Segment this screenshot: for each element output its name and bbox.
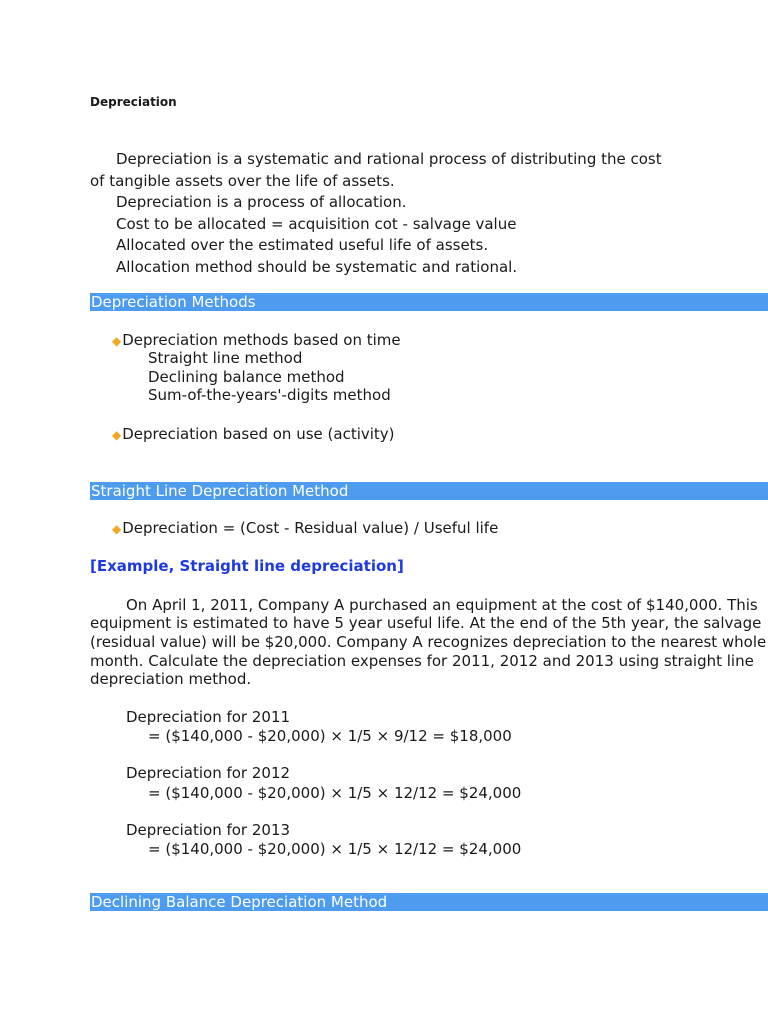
- section-heading-methods: [90, 293, 768, 311]
- section-heading-straight-line: [90, 482, 768, 500]
- intro-line: Cost to be allocated = acquisition cot - salvage value: [116, 215, 517, 233]
- example-line: (residual value) will be $20,000. Company A recognizes depreciation to the nearest whole: [90, 633, 767, 651]
- diamond-bullet-icon: ◆: [112, 522, 122, 536]
- calc-formula: = ($140,000 - $20,000) × 1/5 × 12/12 = $24,000: [148, 840, 522, 858]
- example-line: equipment is estimated to have 5 year useful life. At the end of the 5th year, the salvage: [90, 614, 762, 632]
- example-line: month. Calculate the depreciation expenses for 2011, 2012 and 2013 using straight line: [90, 652, 754, 670]
- section-heading-declining-balance: [90, 893, 768, 911]
- sub-list-item: Declining balance method: [148, 368, 345, 386]
- calc-formula: = ($140,000 - $20,000) × 1/5 × 12/12 = $24,000: [148, 784, 522, 802]
- example-line: On April 1, 2011, Company A purchased an equipment at the cost of $140,000. This: [126, 596, 758, 614]
- list-item-text: Depreciation methods based on time: [122, 331, 401, 349]
- intro-line: Depreciation is a systematic and rational process of distributing the cost: [116, 150, 662, 168]
- sub-list-item: Sum-of-the-years'-digits method: [148, 386, 391, 404]
- formula-text: Depreciation = (Cost - Residual value) / Useful life: [122, 519, 499, 537]
- list-item: [112, 331, 401, 350]
- calc-label: Depreciation for 2013: [126, 821, 291, 839]
- calc-label: Depreciation for 2012: [126, 764, 291, 782]
- list-item: [112, 425, 395, 444]
- diamond-bullet-icon: ◆: [112, 428, 122, 442]
- intro-line: of tangible assets over the life of assets.: [90, 172, 395, 190]
- example-heading: [Example, Straight line depreciation]: [90, 557, 404, 575]
- list-item-text: Depreciation based on use (activity): [122, 425, 395, 443]
- formula-item: [112, 519, 498, 538]
- section-heading-text: Declining Balance Depreciation Method: [91, 893, 388, 911]
- intro-line: Depreciation is a process of allocation.: [116, 193, 407, 211]
- calc-formula: = ($140,000 - $20,000) × 1/5 × 9/12 = $18,000: [148, 727, 512, 745]
- intro-line: Allocation method should be systematic and rational.: [116, 258, 518, 276]
- example-line: depreciation method.: [90, 670, 252, 688]
- sub-list-item: Straight line method: [148, 349, 303, 367]
- section-heading-text: Depreciation Methods: [91, 293, 256, 311]
- calc-label: Depreciation for 2011: [126, 708, 291, 726]
- diamond-bullet-icon: ◆: [112, 334, 122, 348]
- document-title: Depreciation: [90, 95, 177, 109]
- section-heading-text: Straight Line Depreciation Method: [91, 482, 349, 500]
- intro-line: Allocated over the estimated useful life of assets.: [116, 236, 489, 254]
